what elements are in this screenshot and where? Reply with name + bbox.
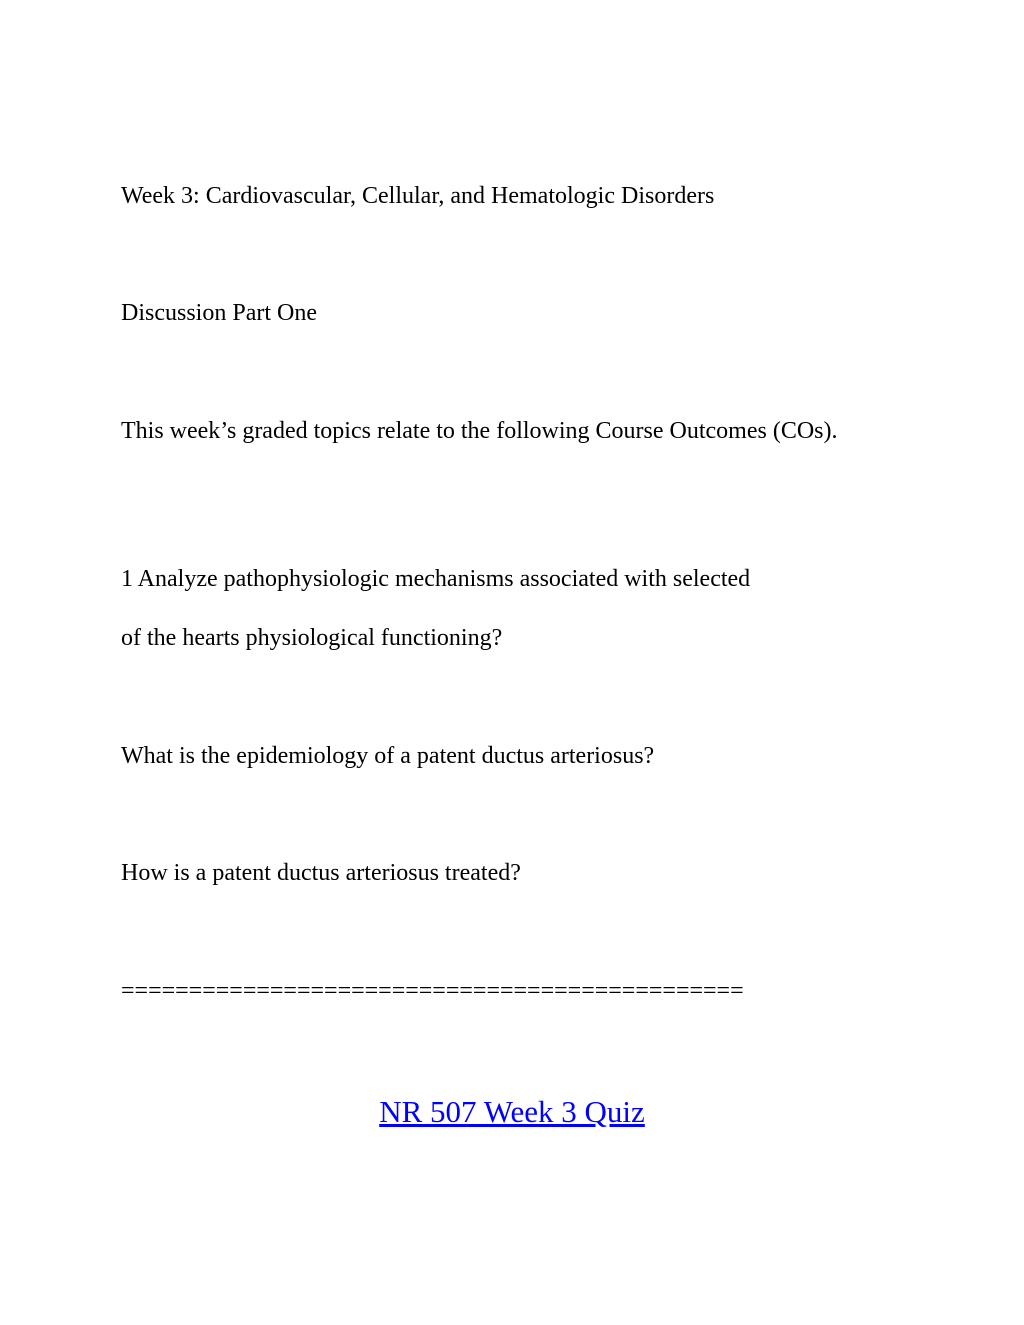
quiz-link-container (0, 1092, 1024, 1132)
course-outcome-line-1: 1 Analyze pathophysiologic mechanisms associated with selected (121, 566, 751, 592)
quiz-link[interactable]: NR 507 Week 3 Quiz (379, 1094, 645, 1129)
document-heading: Week 3: Cardiovascular, Cellular, and Hematologic Disorders (121, 183, 715, 209)
separator-line: ============================================== (121, 978, 744, 1004)
intro-paragraph: This week’s graded topics relate to the following Course Outcomes (COs). (121, 418, 838, 444)
question-epidemiology: What is the epidemiology of a patent ductus arteriosus? (121, 743, 655, 769)
discussion-subheading: Discussion Part One (121, 300, 317, 326)
question-treatment: How is a patent ductus arteriosus treated? (121, 860, 521, 886)
course-outcome-line-2: of the hearts physiological functioning? (121, 625, 503, 651)
